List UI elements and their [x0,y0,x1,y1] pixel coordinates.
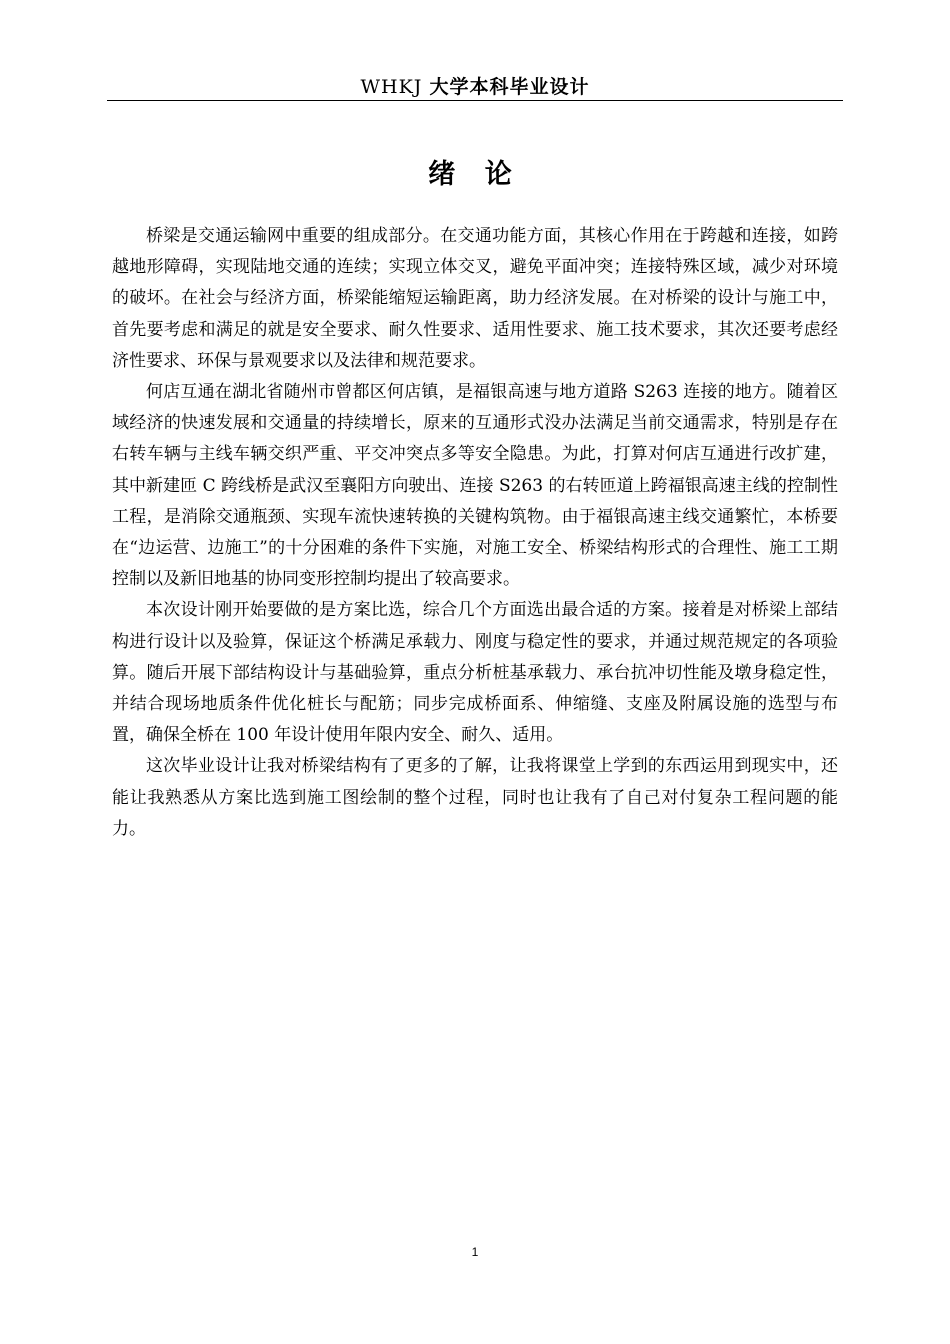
paragraph: 何店互通在湖北省随州市曾都区何店镇，是福银高速与地方道路 S263 连接的地方。随着区域经济的快速发展和交通量的持续增长，原来的互通形式没办法满足当前交通需求，特别是存在右转车辆与主线车辆交织严重、平交冲突点多等安全隐患。为此，打算对何店互通进行改扩建，其中新建匝 C 跨线桥是武汉至襄阳方向驶出、连接 S263 的右转匝道上跨福银高速主线的控制性工程，是消除交通瓶颈、实现车流快速转换的关键构筑物。由于福银高速主线交通繁忙，本桥要在“边运营、边施工”的十分困难的条件下实施，对施工安全、桥梁结构形式的合理性、施工工期控制以及新旧地基的协同变形控制均提出了较高要求。 [112,382,838,590]
header-university: 大学本科毕业设计 [429,76,590,98]
paragraph: 这次毕业设计让我对桥梁结构有了更多的了解，让我将课堂上学到的东西运用到现实中，还能让我熟悉从方案比选到施工图绘制的整个过程，同时也让我有了自己对付复杂工程问题的能力。 [112,756,838,839]
chapter-title: 绪 论 [428,159,522,190]
page-header [107,72,843,102]
paragraph: 本次设计刚开始要做的是方案比选，综合几个方面选出最合适的方案。接着是对桥梁上部结构进行设计以及验算，保证这个桥满足承载力、刚度与稳定性的要求，并通过规范规定的各项验算。随后开展下部结构设计与基础验算，重点分析桩基承载力、承台抗冲切性能及墩身稳定性，并结合现场地质条件优化桩长与配筋；同步完成桥面系、伸缩缝、支座及附属设施的选型与布置，确保全桥在 100 年设计使用年限内安全、耐久、适用。 [112,600,838,746]
paragraph: 桥梁是交通运输网中重要的组成部分。在交通功能方面，其核心作用在于跨越和连接，如跨越地形障碍，实现陆地交通的连续；实现立体交叉，避免平面冲突；连接特殊区域，减少对环境的破坏。在社会与经济方面，桥梁能缩短运输距离，助力经济发展。在对桥梁的设计与施工中，首先要考虑和满足的就是安全要求、耐久性要求、适用性要求、施工技术要求，其次还要考虑经济性要求、环保与景观要求以及法律和规范要求。 [112,226,838,371]
header-divider [107,100,843,101]
header-code: WHKJ [360,76,423,98]
page-number: 1 [471,1245,479,1259]
body-text [112,221,838,845]
